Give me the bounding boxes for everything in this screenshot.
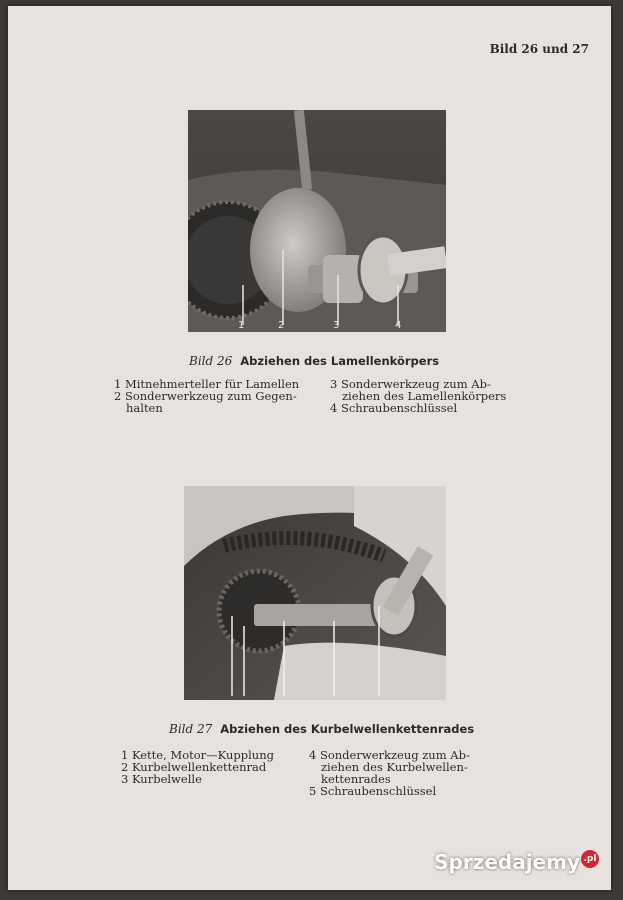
- figure-26-legend-left: [114, 378, 314, 414]
- legend-item: 3 Kurbelwelle: [121, 772, 202, 786]
- legend-item: 5 Schraubenschlüssel: [309, 784, 437, 798]
- legend-item: 1 Mitnehmerteller für Lamellen: [114, 377, 300, 391]
- legend-item: 2 Sonderwerkzeug zum Gegen-: [114, 389, 297, 403]
- figure-27-photo: [184, 486, 446, 700]
- callout-1: 1: [238, 320, 245, 331]
- figure-27-legend-right: [309, 749, 509, 797]
- figure-26-number: Bild 26: [189, 354, 233, 368]
- legend-item: 4 Sonderwerkzeug zum Ab-: [309, 748, 470, 762]
- figure-26-title: Abziehen des Lamellenkörpers: [240, 354, 440, 368]
- watermark-text: Sprzedajemy: [434, 850, 580, 874]
- figure-27-title: Abziehen des Kurbelwellenkettenrades: [220, 722, 475, 736]
- page-header: Bild 26 und 27: [489, 42, 589, 56]
- legend-item: kettenrades: [321, 772, 391, 786]
- watermark-logo: [434, 850, 599, 874]
- legend-item: ziehen des Lamellenkörpers: [342, 389, 507, 403]
- figure-26-photo: [188, 110, 446, 332]
- figure-27-legend-left: [121, 749, 311, 785]
- legend-item: 3 Sonderwerkzeug zum Ab-: [330, 377, 491, 391]
- legend-item: 2 Kurbelwellenkettenrad: [121, 760, 267, 774]
- watermark-badge: .pl: [581, 850, 599, 868]
- callout-3: 3: [333, 320, 340, 331]
- legend-item: ziehen des Kurbelwellen-: [321, 760, 468, 774]
- legend-item: 1 Kette, Motor—Kupplung: [121, 748, 274, 762]
- callout-2: 2: [278, 320, 285, 331]
- figure-26-legend-right: [330, 378, 530, 414]
- figure-27-number: Bild 27: [169, 722, 213, 736]
- figure-27-caption: [169, 722, 474, 736]
- figure-26-caption: [189, 354, 439, 368]
- legend-item: halten: [126, 401, 163, 415]
- legend-item: 4 Schraubenschlüssel: [330, 401, 458, 415]
- callout-4: 4: [395, 320, 402, 331]
- document-page: [8, 6, 611, 890]
